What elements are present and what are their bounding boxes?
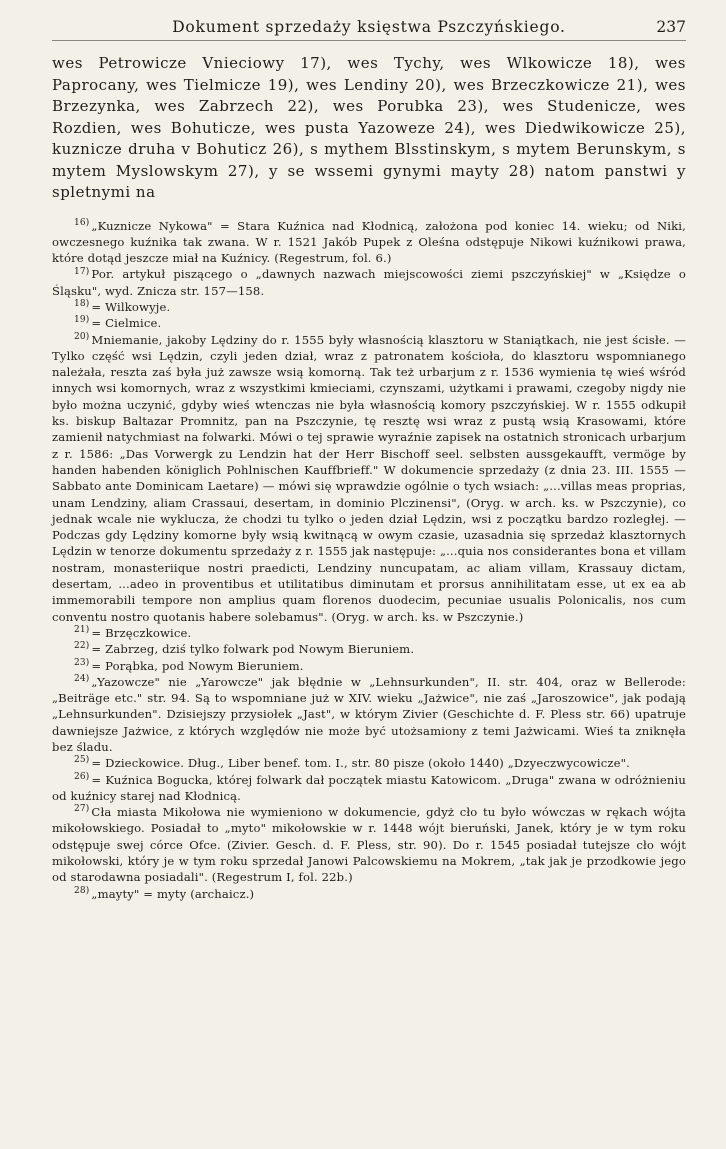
- footnote-18: [52, 299, 686, 315]
- footnote-22: [52, 641, 686, 657]
- footnote-text: = Dzieckowice. Dług., Liber benef. tom. I., str. 80 pisze (około 1440) „Dzyeczwycowicze".: [91, 756, 630, 771]
- footnote-19: [52, 315, 686, 331]
- footnote-27: [52, 804, 686, 885]
- footnote-number: 27): [74, 804, 90, 815]
- footnote-text: Por. artykuł piszącego o „dawnych nazwach miejscowości ziemi pszczyńskiej" w „Księdze o Śląsku", wyd. Znicza str. 157—158.: [52, 267, 686, 298]
- footnote-number: 17): [74, 266, 90, 277]
- footnote-number: 19): [74, 315, 90, 326]
- footnote-text: = Porąbka, pod Nowym Bieruniem.: [91, 658, 304, 673]
- footnote-text: = Cielmice.: [91, 316, 162, 331]
- footnote-number: 22): [74, 641, 90, 652]
- footnote-number: 23): [74, 657, 90, 668]
- footnote-text: = Wilkowyje.: [91, 299, 171, 314]
- footnote-text: „mayty" = myty (archaicz.): [91, 886, 255, 901]
- footnote-text: = Zabrzeg, dziś tylko folwark pod Nowym Bieruniem.: [91, 642, 415, 657]
- footnote-20: [52, 332, 686, 625]
- footnote-21: [52, 625, 686, 641]
- footnote-text: „Yazowcze" nie „Yarowcze" jak błędnie w „Lehnsurkunden", II. str. 404, oraz w Bellerode: „Beiträge etc." str. 94. Są to wspomniane już w XIV. wieku „Jażwice", nie zaś „Jaroszowice", jak podają „Lehnsurkunden". Dzisiejszy przysiołek „Jast", w którym Zivier (Geschichte d. F. Pless str. 66) upatruje dawniejsze Jażwice, z których względów nie może być utożsamiony z temi Jażwicami. Wieś ta zniknęła bez śladu.: [52, 674, 686, 754]
- footnote-number: 16): [74, 217, 90, 228]
- footnote-28: [52, 886, 686, 902]
- footnote-text: „Kuznicze Nykowa" = Stara Kuźnica nad Kłodnicą, założona pod koniec 14. wieku; od Niki, owczesnego kuźnika tak zwana. W r. 1521 Jakób Pupek z Oleśna odstępuje Nikowi kuźnikowi prawa, które dotąd jeszcze miał na Kuźnicy. (Regestrum, fol. 6.): [52, 218, 686, 266]
- running-title: Dokument sprzedaży księstwa Pszczyńskiego.: [172, 18, 566, 36]
- footnote-text: Cła miasta Mikołowa nie wymieniono w dokumencie, gdyż cło tu było wówczas w rękach wójta mikołowskiego. Posiadał to „myto" mikołowskie w r. 1448 wójt bieruński, Janek, który je w tym roku odstępuje swej córce Ofce. (Zivier. Gesch. d. F. Pless, str. 90). Do r. 1545 posiadał tutejsze cło wójt mikołowski, który je w tym roku sprzedał Janowi Palcowskiemu na Mokrem, „tak jak je przodkowie jego od starodawna posiadali". (Regestrum I, fol. 22b.): [52, 805, 686, 885]
- footnote-25: [52, 755, 686, 771]
- footnote-number: 21): [74, 625, 90, 636]
- footnote-text: = Kuźnica Bogucka, której folwark dał początek miastu Katowicom. „Druga" zwana w odróżnieniu od kuźnicy starej nad Kłodnicą.: [52, 772, 686, 803]
- main-text-paragraph: wes Petrowicze Vnieciowy 17), wes Tychy, wes Wlkowicze 18), wes Paprocany, wes Tielmicze 19), wes Lendiny 20), wes Brzeczkowicze 21), wes Brzezynka, wes Zabrzech 22), wes Porubka 23), wes Studenicze, wes Rozdien, wes Bohuticze, wes pusta Yazoweze 24), wes Diedwikowicze 25), kuznicze druha v Bohuticz 26), s mythem Blsstinskym, s mytem Berunskym, s mytem Myslowskym 27), y se wssemi gynymi mayty 28) natom panstwi y spletnymi na: [52, 54, 686, 201]
- footnote-16: [52, 218, 686, 267]
- footnote-number: 25): [74, 755, 90, 766]
- page-header: [52, 14, 686, 41]
- footnote-text: Mniemanie, jakoby Lędziny do r. 1555 były własnością klasztoru w Staniątkach, nie jest ścisłe. — Tylko część wsi Lędzin, czyli jeden dział, wraz z patronatem kościoła, do klasztoru wspomnianego należała, reszta zaś była już zawsze wsią komorną. Tak też urbarjum z r. 1536 wymienia tę wieś wśród innych wsi komornych, wraz z wszystkimi kmieciami, czynszami, użytkami i prawami, czegoby nigdy nie było można uczynić, gdyby wieś wtenczas nie była własnością komory pszczyńskiej. W r. 1555 odkupił ks. biskup Baltazar Promnitz, pan na Pszczynie, tę resztę wsi wraz z pustą wsią Krasowami, które zamienił natychmiast na folwarki. Mówi o tej sprawie wyraźnie zapisek na ostatnich stronicach urbarjum z r. 1586: „Das Vorwergk zu Lendzin hat der Herr Bischoff seel. selbsten aussgekaufft, vermöge by handen habenden königlich Pohlnischen Kauffbrieff." W dokumencie sprzedaży (z dnia 23. III. 1555 — Sabbato ante Dominicam Laetare) — mówi się wprawdzie ogólnie o tych wsiach: „...villas meas proprias, unam Lendziny, aliam Crassaui, desertam, in dominio Plczinensi", (Oryg. w arch. ks. w Pszczynie), co jednak wcale nie wyklucza, że chodzi tu tylko o jeden dział Lędzin, wsi z początku bardzo rozległej. — Podczas gdy Lędziny komorne były wsią kwitnącą w owym czasie, uzasadnia się sprzedaż klasztornych Lędzin w tenorze dokumentu sprzedaży z r. 1555 jak następuje: „...quia nos considerantes bona et villam nostram, monasteriique nostri praedicti, Lendziny nuncupatam, ac aliam villam, Krassauy dictam, desertam, ...adeo in proventibus et utilitatibus diminutam et prorsus annihilitatam esse, ut ex ea ab immemorabili tempore non amplius quam florenos duodecim, pecuniae usualis Polonicalis, nos cum conventu nostro quotanis habere solebamus". (Oryg. w arch. ks. w Pszczynie.): [52, 332, 686, 624]
- footnote-24: [52, 674, 686, 755]
- footnote-number: 28): [74, 885, 90, 896]
- footnote-number: 26): [74, 771, 90, 782]
- footnotes-section: [52, 218, 686, 902]
- footnote-17: [52, 266, 686, 299]
- footnote-23: [52, 658, 686, 674]
- footnote-number: 18): [74, 299, 90, 310]
- footnote-number: 24): [74, 673, 90, 684]
- page-number: 237: [656, 18, 686, 36]
- footnote-26: [52, 772, 686, 805]
- footnote-number: 20): [74, 331, 90, 342]
- footnote-text: = Brzęczkowice.: [91, 625, 192, 640]
